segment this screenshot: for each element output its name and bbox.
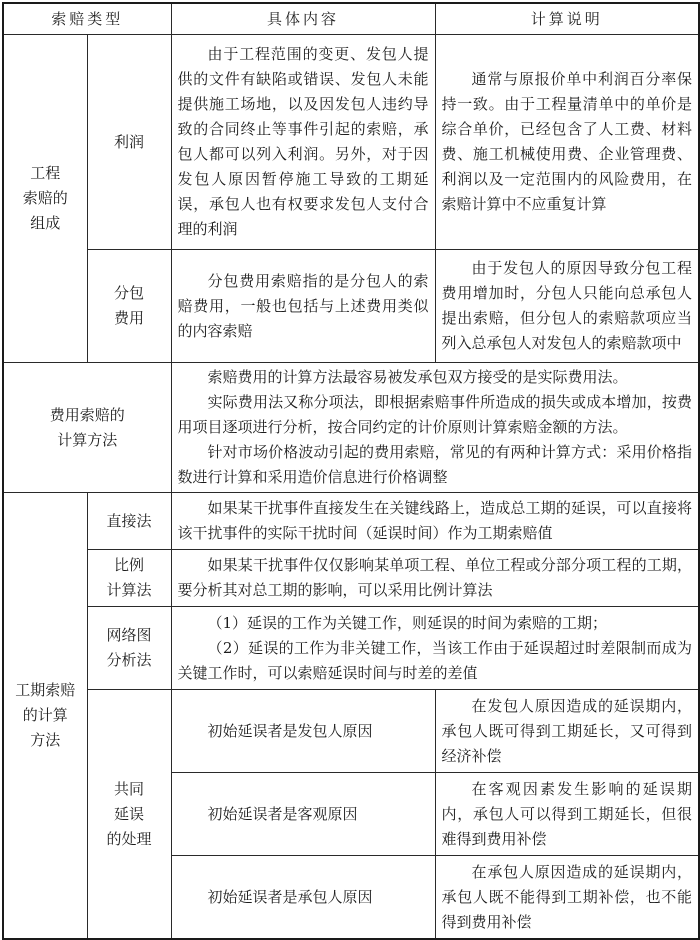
- note-concurrent-2: [435, 773, 699, 856]
- note-concurrent-3: [435, 856, 699, 940]
- category-cost-method: [3, 363, 171, 493]
- content-network: [171, 607, 699, 690]
- label-concurrent-text: 共同 延误 的处理: [106, 779, 152, 848]
- table-row-ratio: [3, 550, 699, 607]
- table-row-profit: [3, 35, 699, 250]
- content-concurrent-2: [171, 773, 435, 856]
- table-row-subcontract: [3, 250, 699, 363]
- label-profit: [87, 35, 171, 250]
- label-network: [87, 607, 171, 690]
- content-ratio-text: 如果某干扰事件仅仅影响某单项工程、单位工程或分部分项工程的工期，要分析其对总工期的影响，可以采用比例计算法: [177, 556, 693, 599]
- content-concurrent-1-text: 初始延误者是发包人原因: [207, 721, 373, 740]
- table-row-concurrent-1: [3, 690, 699, 773]
- note-profit-text: 通常与原报价单中利润百分率保持一致。由于工程量清单中的单价是综合单价，已经包含了人工费、材料费、施工机械使用费、企业管理费、利润以及一定范围内的风险费用，在索赔计算中不应重复计算: [441, 70, 693, 213]
- category-schedule-method-text: 工期索赔 的计算 方法: [15, 681, 76, 749]
- content-concurrent-3-text: 初始延误者是承包人原因: [207, 887, 373, 906]
- category-schedule-method: [3, 493, 87, 940]
- table-row-direct: [3, 493, 699, 550]
- content-ratio: [171, 550, 699, 607]
- category-composition-text: 工程 索赔的 组成: [22, 164, 68, 232]
- network-line-2: （2）延误的工作为非关键工作，当该工作由于延误超过时差限制而成为关键工作时，可以索赔延误时间与时差的差值: [177, 638, 693, 682]
- content-concurrent-2-text: 初始延误者是客观原因: [207, 804, 358, 823]
- note-profit: [435, 35, 699, 250]
- note-concurrent-2-text: 在客观因素发生影响的延误期内，承包人可以得到工期延长，但很难得到费用补偿: [441, 779, 693, 848]
- label-ratio: [87, 550, 171, 607]
- label-concurrent: [87, 690, 171, 940]
- category-cost-method-text: 费用索赔的 计算方法: [49, 405, 125, 449]
- content-subcontract-text: 分包费用索赔指的是分包人的索赔费用，一般也包括与上述费用类似的内容索赔: [177, 271, 429, 340]
- label-subcontract: [87, 250, 171, 363]
- content-concurrent-1: [171, 690, 435, 773]
- label-profit-text: 利润: [114, 132, 145, 151]
- cost-method-paragraph-1: 索赔费用的计算方法最容易被发承包双方接受的是实际费用法。: [207, 368, 628, 386]
- content-subcontract: [171, 250, 435, 363]
- note-concurrent-3-text: 在承包人原因造成的延误期内，承包人既不能得到工期补偿，也不能得到费用补偿: [441, 862, 693, 931]
- label-direct-text: 直接法: [106, 511, 152, 530]
- header-row: [3, 3, 699, 35]
- label-direct: [87, 493, 171, 550]
- cost-method-paragraph-2: 实际费用法又称分项法，即根据索赔事件所造成的损失或成本增加，按费用项目逐项进行分析，按合同约定的计价原则计算索赔金额的方法。: [177, 393, 693, 436]
- label-subcontract-text: 分包 费用: [114, 284, 145, 327]
- note-subcontract: [435, 250, 699, 363]
- network-line-1: （1）延误的工作为关键工作，则延误的时间为索赔的工期；: [207, 613, 608, 632]
- note-concurrent-1-text: 在发包人原因造成的延误期内，承包人既可得到工期延长，又可得到经济补偿: [441, 696, 693, 765]
- content-profit: [171, 35, 435, 250]
- category-composition: [3, 35, 87, 363]
- table-row-cost-method: [3, 363, 699, 493]
- content-concurrent-3: [171, 856, 435, 940]
- content-direct-text: 如果某干扰事件直接发生在关键线路上，造成总工期的延误，可以直接将该干扰事件的实际干扰时间（延误时间）作为工期索赔值: [177, 499, 693, 542]
- label-network-text: 网络图 分析法: [106, 626, 152, 669]
- table-row-network: [3, 607, 699, 690]
- content-direct: [171, 493, 699, 550]
- note-subcontract-text: 由于发包人的原因导致分包工程费用增加时，分包人只能向总承包人提出索赔，但分包人的索赔款项应当列入总承包人对发包人的索赔款项中: [441, 259, 693, 352]
- claims-table-container: [2, 2, 698, 931]
- note-concurrent-1: [435, 690, 699, 773]
- header-content: 具体内容: [171, 3, 435, 35]
- content-profit-text: 由于工程范围的变更、发包人提供的文件有缺陷或错误、发包人未能提供施工场地，以及因发包人违约导致的合同终止等事件引起的索赔，承包人都可以列入利润。另外，对于因发包人原因暂停施工导致的工期延误，承包人也有权要求发包人支付合理的利润: [177, 45, 429, 238]
- content-cost-method: [171, 363, 699, 493]
- header-calc-note: 计算说明: [435, 3, 699, 35]
- cost-method-paragraph-3: 针对市场价格波动引起的费用索赔，常见的有两种计算方式：采用价格指数进行计算和采用造价信息进行价格调整: [177, 443, 693, 486]
- header-claim-type: 索赔类型: [3, 3, 171, 35]
- claims-table: [2, 2, 700, 940]
- label-ratio-text: 比例 计算法: [106, 556, 152, 599]
